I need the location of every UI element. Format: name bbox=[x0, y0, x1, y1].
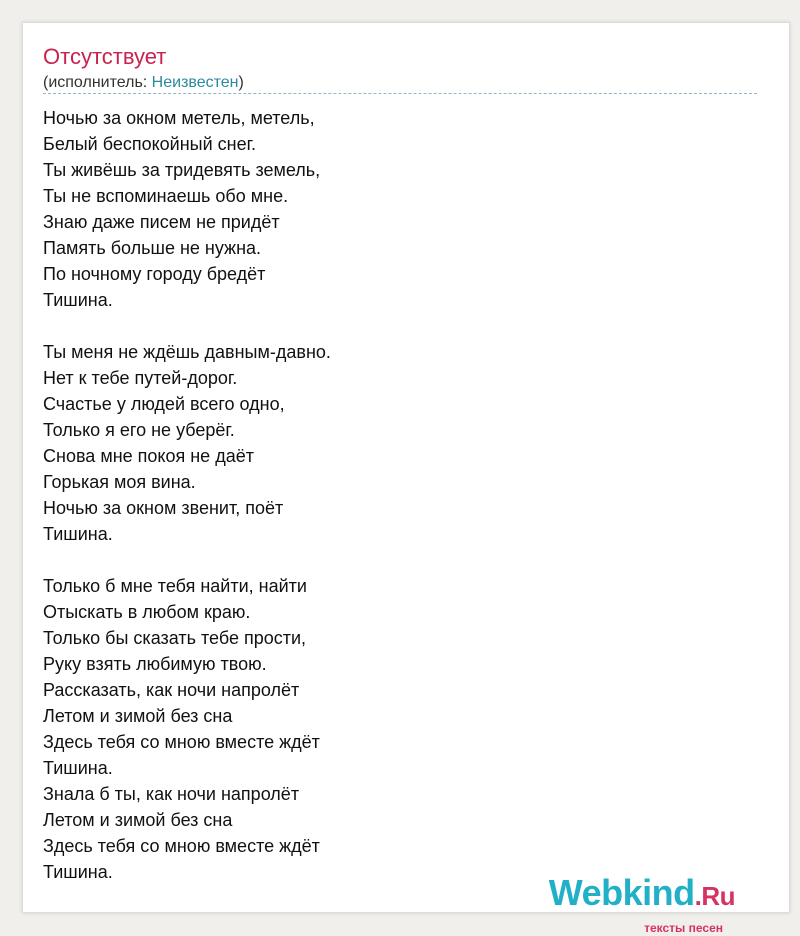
lyrics-line: Руку взять любимую твою. bbox=[43, 654, 267, 674]
lyrics-line: Знаю даже писем не придёт bbox=[43, 212, 280, 232]
lyrics-line: Ночью за окном звенит, поёт bbox=[43, 498, 284, 518]
lyrics-line: Нет к тебе путей-дорог. bbox=[43, 368, 238, 388]
artist-prefix: (исполнитель: bbox=[43, 74, 152, 91]
lyrics-line: По ночному городу бредёт bbox=[43, 264, 266, 284]
lyrics-line: Отыскать в любом краю. bbox=[43, 602, 251, 622]
lyrics-line: Здесь тебя со мною вместе ждёт bbox=[43, 732, 320, 752]
lyrics-body bbox=[43, 105, 331, 885]
lyrics-line: Тишина. bbox=[43, 524, 113, 544]
artist-line bbox=[43, 73, 244, 93]
lyrics-verse bbox=[43, 339, 331, 547]
lyrics-line: Летом и зимой без сна bbox=[43, 810, 233, 830]
lyrics-line: Здесь тебя со мною вместе ждёт bbox=[43, 836, 320, 856]
artist-link[interactable]: Неизвестен bbox=[151, 74, 239, 91]
lyrics-line: Только б мне тебя найти, найти bbox=[43, 576, 307, 596]
lyrics-line: Счастье у людей всего одно, bbox=[43, 394, 285, 414]
lyrics-line: Ты живёшь за тридевять земель, bbox=[43, 160, 321, 180]
lyrics-line: Горькая моя вина. bbox=[43, 472, 196, 492]
lyrics-line: Рассказать, как ночи напролёт bbox=[43, 680, 300, 700]
lyrics-line: Тишина. bbox=[43, 758, 113, 778]
lyrics-line: Только бы сказать тебе прости, bbox=[43, 628, 307, 648]
lyrics-verse bbox=[43, 105, 331, 313]
lyrics-line: Знала б ты, как ночи напролёт bbox=[43, 784, 300, 804]
brand-tld: .Ru bbox=[694, 881, 735, 911]
brand-wordmark bbox=[549, 871, 735, 918]
artist-suffix: ) bbox=[238, 74, 244, 91]
lyrics-line: Снова мне покоя не даёт bbox=[43, 446, 254, 466]
lyrics-verse bbox=[43, 573, 331, 885]
lyrics-line: Ночью за окном метель, метель, bbox=[43, 108, 315, 128]
site-logo[interactable] bbox=[548, 871, 763, 935]
lyrics-line: Только я его не уберёг. bbox=[43, 420, 235, 440]
brand-name: Webkind bbox=[548, 872, 695, 913]
lyrics-line: Память больше не нужна. bbox=[43, 238, 262, 258]
dashed-divider bbox=[43, 93, 757, 94]
brand-tagline: тексты песен bbox=[644, 921, 723, 935]
lyrics-line: Белый беспокойный снег. bbox=[43, 134, 256, 154]
lyrics-line: Тишина. bbox=[43, 862, 113, 882]
lyrics-line: Тишина. bbox=[43, 290, 113, 310]
lyrics-line: Ты не вспоминаешь обо мне. bbox=[43, 186, 289, 206]
song-title: Отсутствует bbox=[43, 44, 167, 69]
lyrics-card bbox=[22, 22, 790, 935]
lyrics-line: Летом и зимой без сна bbox=[43, 706, 233, 726]
lyrics-line: Ты меня не ждёшь давным-давно. bbox=[43, 342, 331, 362]
